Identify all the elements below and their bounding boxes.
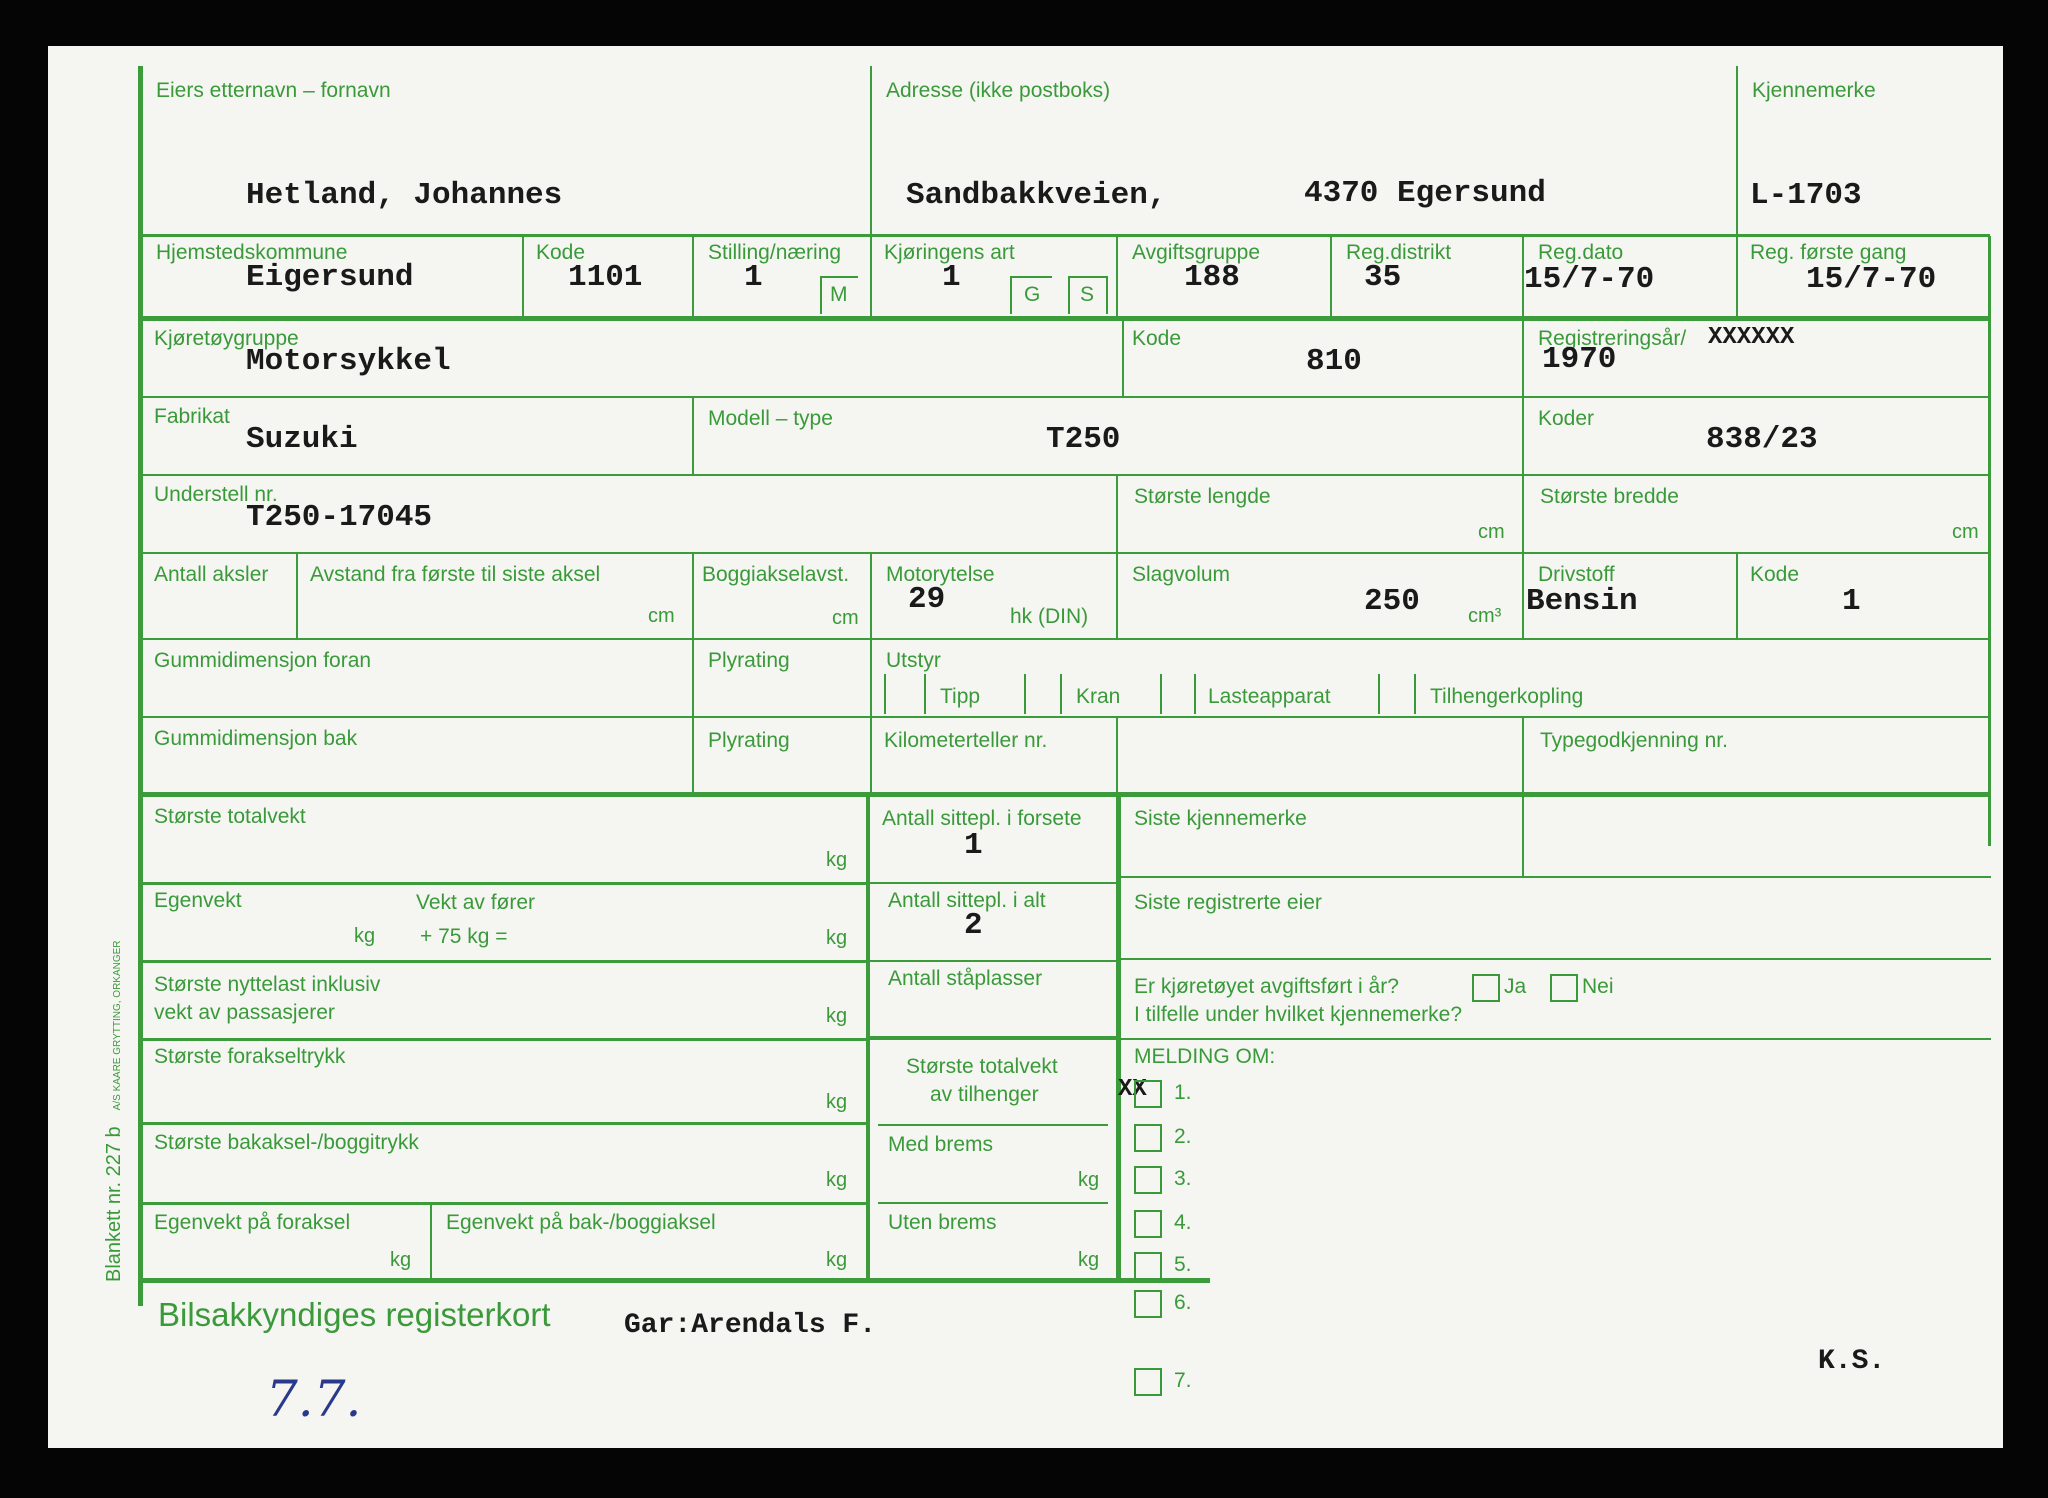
occupation-value: 1 <box>744 260 763 295</box>
axle-count-label: Antall aksler <box>154 563 269 586</box>
message-mark: XX <box>1118 1076 1147 1103</box>
divider-r2-3 <box>1116 236 1118 316</box>
card-initials: K.S. <box>1818 1346 1886 1377</box>
row7-bottom-line <box>138 716 1990 718</box>
ply-front-label: Plyrating <box>708 649 790 672</box>
first-reg-label: Reg. første gang <box>1750 241 1907 264</box>
divider-r4-1 <box>692 398 694 474</box>
owner-value: Hetland, Johannes <box>246 178 563 213</box>
divider-r6-2 <box>692 554 694 638</box>
reg-year-strike: XXXXXX <box>1708 324 1795 351</box>
fee-group-value: 188 <box>1184 260 1240 295</box>
weights-bottom-divider <box>430 1204 432 1280</box>
tyre-front-label: Gummidimensjon foran <box>154 649 372 672</box>
codes-value: 838/23 <box>1706 422 1818 457</box>
front-axle-unit: kg <box>826 1091 848 1113</box>
divider-r3-1 <box>1122 321 1124 396</box>
driver-weight-label: Vekt av fører <box>416 891 536 914</box>
fee-group-label: Avgiftsgruppe <box>1132 241 1261 264</box>
driving-type-label: Kjøringens art <box>884 241 1015 264</box>
plate-value: L-1703 <box>1750 178 1862 213</box>
no-brakes-unit: kg <box>1078 1249 1100 1271</box>
chassis-value: T250-17045 <box>246 500 433 535</box>
weights-line-2 <box>143 960 866 963</box>
divider-r8-2 <box>1522 718 1524 792</box>
bogie-distance-label: Boggiakselavst. <box>702 563 850 586</box>
driver-weight-unit: kg <box>826 927 848 949</box>
history-row2-line <box>1121 958 1991 960</box>
standing-label: Antall ståplasser <box>888 967 1043 990</box>
payload-unit: kg <box>826 1005 848 1027</box>
ply-back-label: Plyrating <box>708 729 790 752</box>
max-length-unit: cm <box>1478 521 1505 543</box>
divider-r8-1 <box>1116 718 1118 792</box>
history-row1-line <box>1121 876 1991 878</box>
owner-label: Eiers etternavn – fornavn <box>156 79 391 102</box>
seats-total-value: 2 <box>964 908 983 943</box>
divider-r5-1 <box>1116 476 1118 552</box>
form-number-text: Blankett nr. 227 b <box>103 1126 125 1282</box>
address-label: Adresse (ikke postboks) <box>886 79 1111 102</box>
model-value: T250 <box>1046 422 1121 457</box>
which-plate-question: I tilfelle under hvilket kjennemerke? <box>1134 1003 1463 1026</box>
equip-laste-label: Lasteapparat <box>1208 685 1331 708</box>
handwritten-mark: 7.7. <box>266 1370 362 1428</box>
equip-laste-tick2 <box>1194 674 1196 714</box>
power-value: 29 <box>908 582 946 617</box>
vehicle-code-value: 810 <box>1306 344 1362 379</box>
message-item-1: 1. <box>1174 1081 1192 1104</box>
message-checkbox-2 <box>1134 1124 1162 1152</box>
fuel-label: Drivstoff <box>1538 563 1615 586</box>
seats-line-4 <box>878 1124 1108 1126</box>
divider-r2-4 <box>1330 236 1332 316</box>
volume-value: 250 <box>1364 584 1420 619</box>
row8-bottom-line <box>138 792 1990 797</box>
fee-yes-label: Ja <box>1504 975 1527 998</box>
printer-text: A/S KAARE GRYTTING, ORKANGER <box>112 940 123 1111</box>
reg-district-value: 35 <box>1364 260 1402 295</box>
reg-date-value: 15/7-70 <box>1524 262 1655 297</box>
vehicle-group-label: Kjøretøygruppe <box>154 327 299 350</box>
municipality-label: Hjemstedskommune <box>156 241 348 264</box>
divider-r6-5 <box>1522 554 1524 638</box>
chassis-label: Understell nr. <box>154 483 278 506</box>
fee-yes-checkbox <box>1472 974 1500 1002</box>
address-street: Sandbakkveien, <box>906 178 1167 213</box>
row1-bottom-line <box>138 234 1990 237</box>
total-weight-unit: kg <box>826 849 848 871</box>
form-number-side <box>104 940 125 1282</box>
equip-tipp-tick <box>884 674 886 714</box>
codes-label: Koder <box>1538 407 1595 430</box>
divider-r6-4 <box>1116 554 1118 638</box>
card-title: Bilsakkyndiges registerkort <box>158 1296 551 1333</box>
message-checkbox-5 <box>1134 1252 1162 1280</box>
divider-address-plate <box>1736 66 1738 316</box>
make-value: Suzuki <box>246 422 358 457</box>
divider-r7-1 <box>692 640 694 792</box>
divider-r2-1 <box>522 236 524 316</box>
with-brakes-label: Med brems <box>888 1133 994 1156</box>
occupation-box-letter: M <box>830 283 848 306</box>
message-item-2: 2. <box>1174 1125 1192 1148</box>
payload-label-1: Største nyttelast inklusiv <box>154 973 381 996</box>
message-item-4: 4. <box>1174 1211 1192 1234</box>
fee-question: Er kjøretøyet avgiftsført i år? <box>1134 975 1399 998</box>
axle-distance-unit: cm <box>648 605 675 627</box>
bogie-distance-unit: cm <box>832 607 859 629</box>
power-label: Motorytelse <box>886 563 995 586</box>
row4-bottom-line <box>138 474 1990 476</box>
last-owner-label: Siste registrerte eier <box>1134 891 1322 914</box>
divider-r6-1 <box>296 554 298 638</box>
divider-r7-2 <box>870 640 872 792</box>
reg-year-label: Registreringsår/ <box>1538 327 1687 350</box>
divider-r6-3 <box>870 554 872 638</box>
driver-weight-expr: + 75 kg = <box>420 925 508 948</box>
type-approval-label: Typegodkjenning nr. <box>1540 729 1728 752</box>
max-width-label: Største bredde <box>1540 485 1679 508</box>
seats-line-3 <box>870 1036 1116 1040</box>
row6-bottom-line <box>138 638 1990 640</box>
frame-right-line <box>1988 236 1991 846</box>
seats-total-label: Antall sittepl. i alt <box>888 889 1046 912</box>
own-weight-unit: kg <box>354 925 376 947</box>
last-plate-label: Siste kjennemerke <box>1134 807 1307 830</box>
payload-label-2: vekt av passasjerer <box>154 1001 335 1024</box>
reg-year-value: 1970 <box>1542 342 1617 377</box>
registration-card <box>48 46 2003 1448</box>
make-label: Fabrikat <box>154 405 230 428</box>
divider-owner-address <box>870 66 872 316</box>
row5-bottom-line <box>138 552 1990 554</box>
with-brakes-unit: kg <box>1078 1169 1100 1191</box>
equip-kran-tick2 <box>1060 674 1062 714</box>
message-item-7: 7. <box>1174 1369 1192 1392</box>
message-label: MELDING OM: <box>1134 1045 1276 1068</box>
divider-r2-2 <box>692 236 694 316</box>
max-length-label: Største lengde <box>1134 485 1271 508</box>
row3-bottom-line <box>138 396 1990 398</box>
no-brakes-label: Uten brems <box>888 1211 997 1234</box>
fee-no-checkbox <box>1550 974 1578 1002</box>
equip-tilh-label: Tilhengerkopling <box>1430 685 1584 708</box>
equip-tilh-tick <box>1378 674 1380 714</box>
message-checkbox-3 <box>1134 1166 1162 1194</box>
equip-tipp-label: Tipp <box>940 685 981 708</box>
max-width-unit: cm <box>1952 521 1979 543</box>
history-row3-line <box>1121 1038 1991 1040</box>
own-rear-axle-label: Egenvekt på bak-/boggiaksel <box>446 1211 716 1234</box>
axle-distance-label: Avstand fra første til siste aksel <box>310 563 601 586</box>
seats-front-value: 1 <box>964 828 983 863</box>
equip-kran-label: Kran <box>1076 685 1121 708</box>
weights-line-1 <box>143 882 866 885</box>
message-checkbox-4 <box>1134 1210 1162 1238</box>
driving-box-g-letter: G <box>1024 283 1041 306</box>
weights-line-5 <box>143 1202 866 1205</box>
rear-axle-label: Største bakaksel-/boggitrykk <box>154 1131 419 1154</box>
equip-laste-tick <box>1160 674 1162 714</box>
volume-label: Slagvolum <box>1132 563 1231 586</box>
trailer-weight-label-2: av tilhenger <box>930 1083 1039 1106</box>
trailer-weight-label-1: Største totalvekt <box>906 1055 1058 1078</box>
odometer-label: Kilometerteller nr. <box>884 729 1048 752</box>
equip-tilh-tick2 <box>1414 674 1416 714</box>
occupation-label: Stilling/næring <box>708 241 842 264</box>
driving-type-value: 1 <box>942 260 961 295</box>
seats-line-2 <box>870 960 1116 962</box>
message-item-6: 6. <box>1174 1291 1192 1314</box>
equip-tipp-tick2 <box>924 674 926 714</box>
municipality-value: Eigersund <box>246 260 414 295</box>
section-bottom-line <box>138 1278 1210 1283</box>
divider-r6-6 <box>1736 554 1738 638</box>
rear-axle-unit: kg <box>826 1169 848 1191</box>
plate-label: Kjennemerke <box>1752 79 1876 102</box>
municipality-code-value: 1101 <box>568 260 643 295</box>
power-unit: hk (DIN) <box>1010 605 1089 628</box>
fuel-value: Bensin <box>1526 584 1638 619</box>
fuel-code-value: 1 <box>1842 584 1861 619</box>
reg-district-label: Reg.distrikt <box>1346 241 1452 264</box>
equip-kran-tick <box>1024 674 1026 714</box>
history-divider <box>1522 796 1524 876</box>
equipment-label: Utstyr <box>886 649 941 672</box>
fee-no-label: Nei <box>1582 975 1614 998</box>
own-front-axle-label: Egenvekt på foraksel <box>154 1211 351 1234</box>
card-note: Gar:Arendals F. <box>624 1310 877 1341</box>
own-rear-axle-unit: kg <box>826 1249 848 1271</box>
total-weight-label: Største totalvekt <box>154 805 306 828</box>
address-postal: 4370 Egersund <box>1304 176 1546 211</box>
municipality-code-label: Kode <box>536 241 586 264</box>
fuel-code-label: Kode <box>1750 563 1800 586</box>
divider-r4-2 <box>1522 398 1524 474</box>
seats-line-5 <box>878 1202 1108 1204</box>
seats-front-label: Antall sittepl. i forsete <box>882 807 1082 830</box>
frame-left-line <box>138 66 143 1306</box>
seats-line-1 <box>870 882 1116 884</box>
weights-line-3 <box>143 1038 866 1041</box>
own-weight-label: Egenvekt <box>154 889 242 912</box>
own-front-axle-unit: kg <box>390 1249 412 1271</box>
front-axle-label: Største forakseltrykk <box>154 1045 346 1068</box>
tyre-back-label: Gummidimensjon bak <box>154 727 358 750</box>
model-label: Modell – type <box>708 407 833 430</box>
weights-line-4 <box>143 1122 866 1125</box>
first-reg-value: 15/7-70 <box>1806 262 1937 297</box>
message-item-3: 3. <box>1174 1167 1192 1190</box>
reg-date-label: Reg.dato <box>1538 241 1624 264</box>
vehicle-group-value: Motorsykkel <box>246 344 451 379</box>
divider-r5-2 <box>1522 476 1524 552</box>
message-item-5: 5. <box>1174 1253 1192 1276</box>
volume-unit: cm³ <box>1468 605 1502 627</box>
driving-box-s-letter: S <box>1080 283 1095 306</box>
message-checkbox-1 <box>1134 1080 1162 1108</box>
vehicle-code-label: Kode <box>1132 327 1182 350</box>
row2-bottom-line <box>138 316 1990 321</box>
message-checkbox-7 <box>1134 1368 1162 1396</box>
divider-r3-2 <box>1522 321 1524 396</box>
message-checkbox-6 <box>1134 1290 1162 1318</box>
